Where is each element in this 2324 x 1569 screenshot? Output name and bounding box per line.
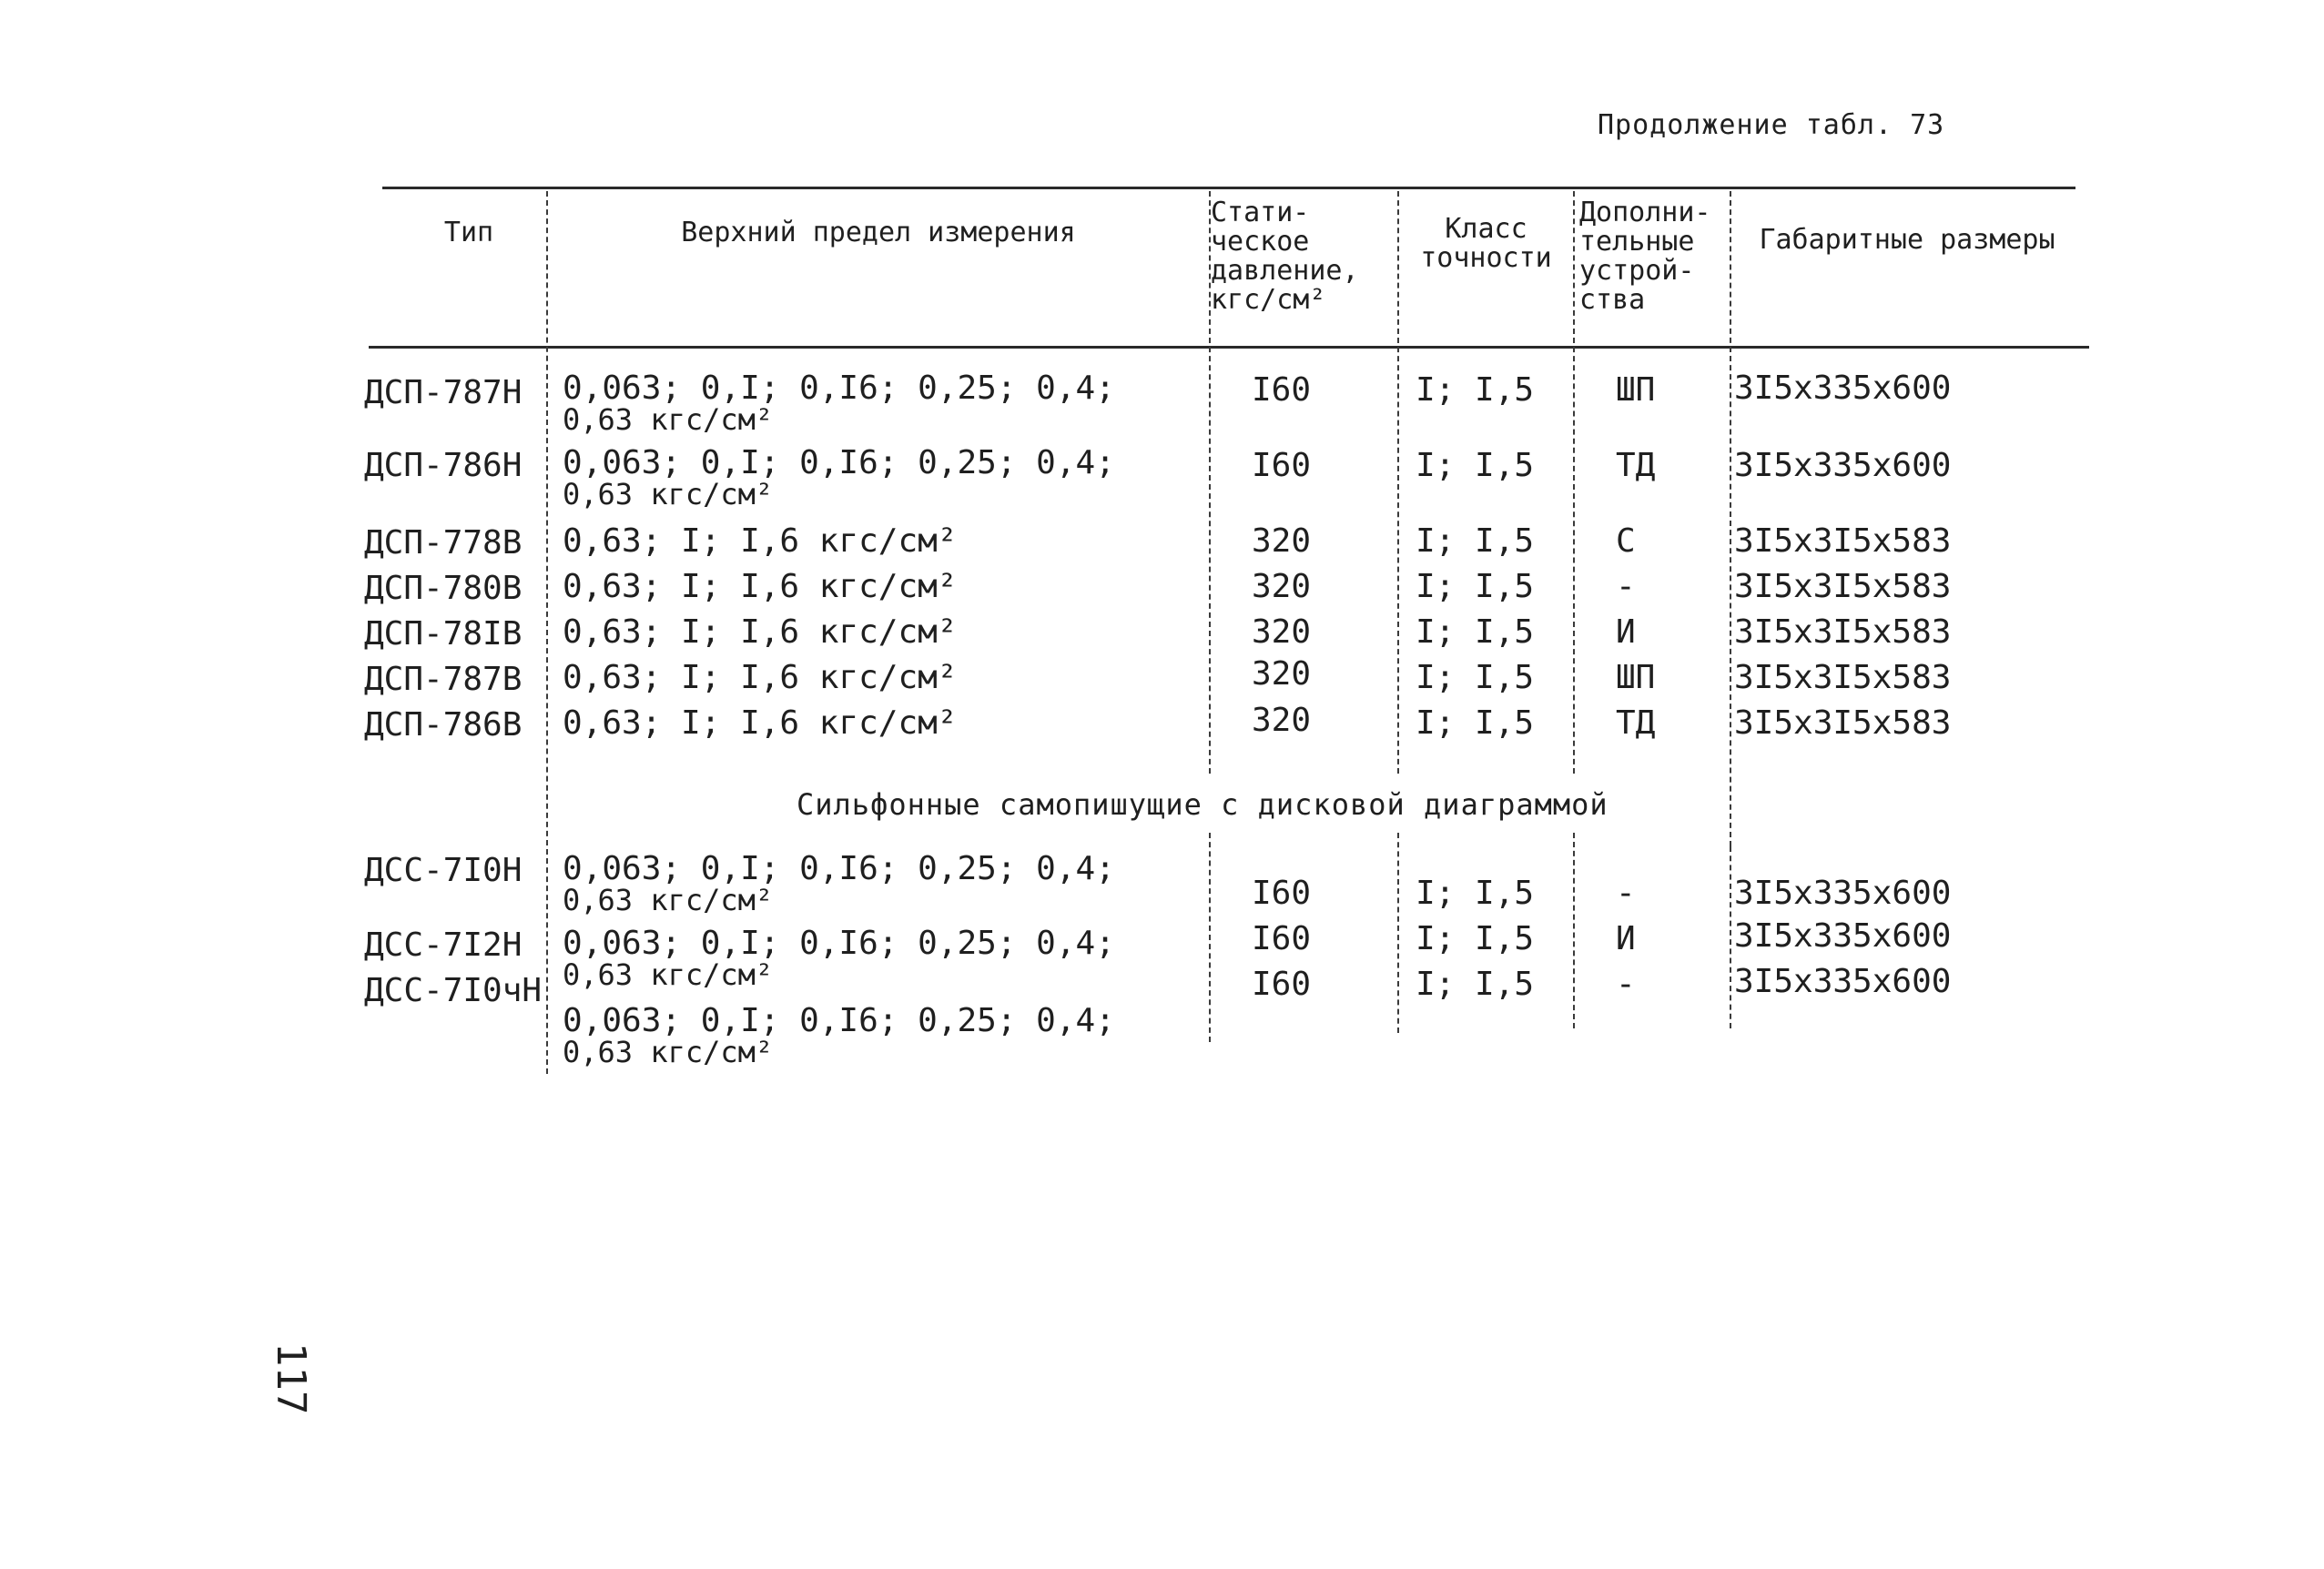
row-dimensions: 3I5x335x600 [1734,917,1952,955]
column-divider-3b [1397,833,1399,1033]
header-dimensions: Габаритные размеры [1759,224,2055,256]
row-device: - [1616,966,1636,1003]
row-type: ДСП-787В [364,661,523,698]
row-upper-limit: 0,63; I; I,6 кгс/см² [563,613,958,651]
row-accuracy: I; I,5 [1416,659,1535,696]
row-device: ТД [1616,447,1656,484]
row-dimensions: 3I5x3I5x583 [1734,568,1952,605]
row-upper-limit: 0,63; I; I,6 кгс/см² [563,522,958,560]
row-pressure: 320 [1252,522,1312,560]
page-number: 117 [268,1342,314,1415]
column-divider-5 [1730,191,1731,846]
limit-line-1: 0,063; 0,I; 0,I6; 0,25; 0,4; [563,925,1115,962]
row-pressure: 320 [1252,568,1312,605]
row-device: ТД [1616,704,1656,742]
row-accuracy: I; I,5 [1416,613,1535,651]
row-dimensions: 3I5x335x600 [1734,963,1952,1000]
limit-line-2: 0,63 кгс/см² [563,1035,774,1069]
row-pressure: I60 [1252,920,1312,957]
row-dimensions: 3I5x3I5x583 [1734,704,1952,742]
row-device: И [1616,920,1636,957]
limit-line-2: 0,63 кгс/см² [563,477,774,511]
row-pressure: 320 [1252,613,1312,651]
row-type: ДСП-787Н [364,374,523,411]
header-static-pressure: Стати- ческое давление, кгс/см² [1211,197,1359,316]
row-upper-limit [563,1002,1115,1069]
row-accuracy: I; I,5 [1416,522,1535,560]
row-accuracy: I; I,5 [1416,966,1535,1003]
row-type: ДСП-786В [364,706,523,744]
row-pressure: 320 [1252,702,1312,739]
row-type: ДСП-780В [364,570,523,607]
row-dimensions: 3I5x3I5x583 [1734,659,1952,696]
row-upper-limit: 0,63; I; I,6 кгс/см² [563,659,958,696]
row-accuracy: I; I,5 [1416,875,1535,912]
row-dimensions: 3I5x335x600 [1734,369,1952,407]
limit-line-1: 0,063; 0,I; 0,I6; 0,25; 0,4; [563,369,1115,407]
row-pressure: I60 [1252,447,1312,484]
row-upper-limit [563,850,1115,917]
row-dimensions: 3I5x3I5x583 [1734,522,1952,560]
limit-line-1: 0,063; 0,I; 0,I6; 0,25; 0,4; [563,1002,1115,1039]
row-dimensions: 3I5x335x600 [1734,875,1952,912]
row-type: ДСС-7I2Н [364,926,523,964]
limit-line-2: 0,63 кгс/см² [563,883,774,917]
row-upper-limit: 0,63; I; I,6 кгс/см² [563,704,958,742]
row-type: ДСП-786Н [364,447,523,484]
column-divider-5b [1730,846,1731,1028]
column-divider-4b [1573,833,1575,1028]
row-device: И [1616,613,1636,651]
column-divider-1 [546,191,548,1074]
row-upper-limit [563,369,1115,437]
row-device: - [1616,568,1636,605]
row-pressure: I60 [1252,875,1312,912]
column-divider-2b [1209,833,1211,1042]
limit-line-2: 0,63 кгс/см² [563,402,774,437]
row-accuracy: I; I,5 [1416,568,1535,605]
column-divider-4 [1573,191,1575,774]
row-type: ДСП-778В [364,524,523,562]
row-accuracy: I; I,5 [1416,371,1535,409]
limit-line-1: 0,063; 0,I; 0,I6; 0,25; 0,4; [563,850,1115,887]
row-accuracy: I; I,5 [1416,447,1535,484]
column-divider-3 [1397,191,1399,774]
limit-line-2: 0,63 кгс/см² [563,957,774,992]
row-upper-limit [563,925,1115,992]
row-device: ШП [1616,371,1656,409]
row-upper-limit: 0,63; I; I,6 кгс/см² [563,568,958,605]
row-device: С [1616,522,1636,560]
row-pressure: I60 [1252,966,1312,1003]
limit-line-1: 0,063; 0,I; 0,I6; 0,25; 0,4; [563,444,1115,481]
row-dimensions: 3I5x3I5x583 [1734,613,1952,651]
row-type: ДСС-7I0чН [364,972,543,1009]
row-device: - [1616,875,1636,912]
row-device: ШП [1616,659,1656,696]
header-accuracy-class: Класс точности [1420,213,1552,274]
header-type: Тип [443,217,494,248]
header-additional-devices: Дополни- тельные устрой- ства [1579,197,1711,316]
row-pressure: I60 [1252,371,1312,409]
table-caption: Продолжение табл. 73 [1598,109,1945,141]
header-bottom-rule [369,346,2089,349]
group-heading: Сильфонные самопишущие с дисковой диаграммой [797,787,1609,822]
row-upper-limit [563,444,1115,511]
row-type: ДСС-7I0Н [364,852,523,889]
row-pressure: 320 [1252,655,1312,693]
header-upper-limit: Верхний предел измерения [681,217,1076,248]
row-type: ДСП-78IВ [364,615,523,653]
table-top-rule [382,187,2075,189]
row-accuracy: I; I,5 [1416,920,1535,957]
row-accuracy: I; I,5 [1416,704,1535,742]
row-dimensions: 3I5x335x600 [1734,447,1952,484]
